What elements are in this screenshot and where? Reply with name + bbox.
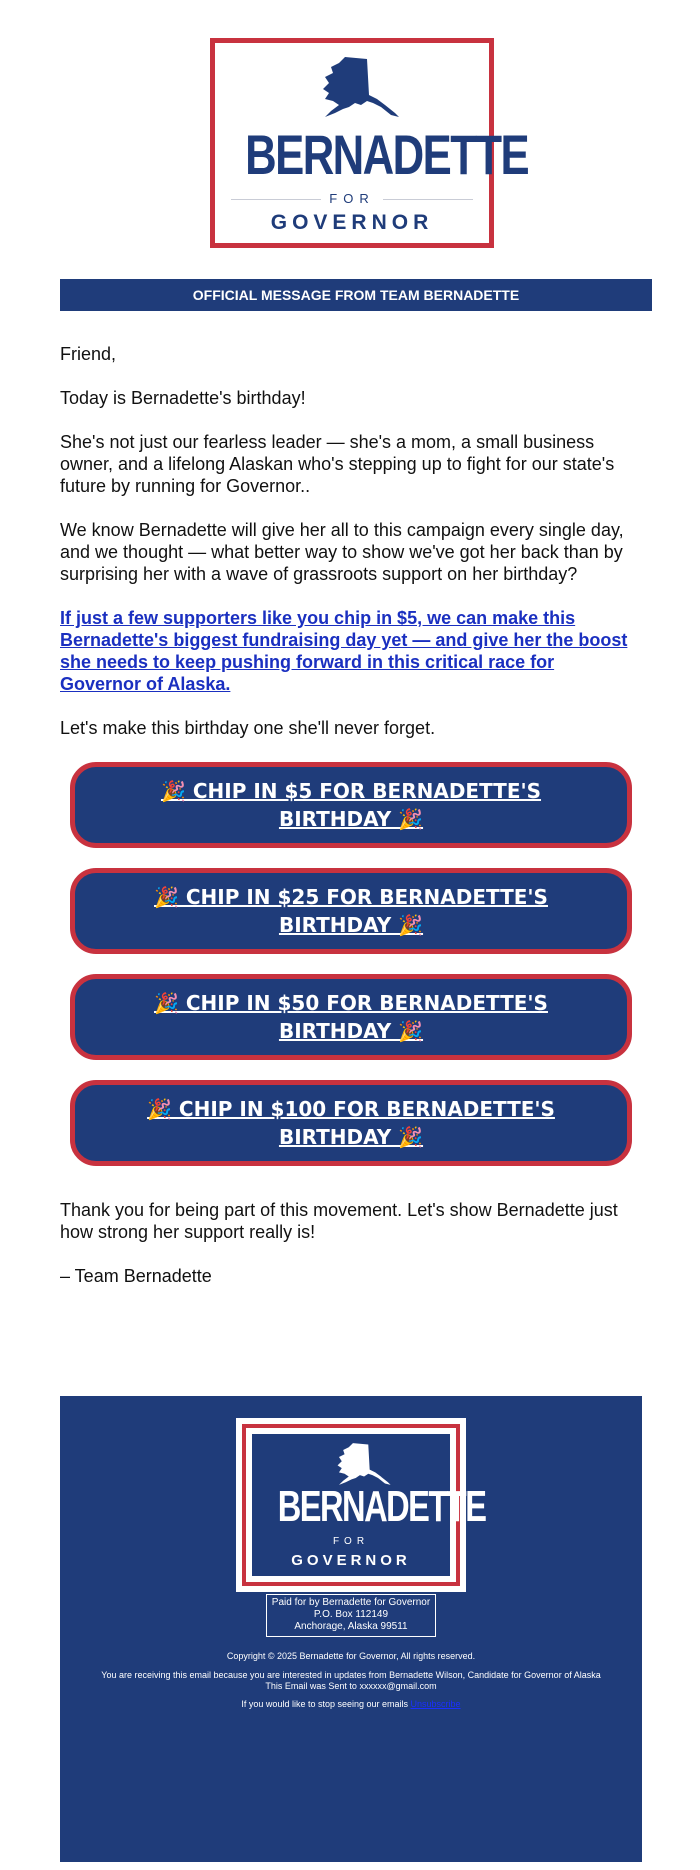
paragraph-never-forget: Let's make this birthday one she'll never forget. <box>60 718 436 738</box>
signoff: – Team Bernadette <box>60 1266 212 1286</box>
sent-to: This Email was Sent to xxxxxx@gmail.com <box>265 1681 437 1691</box>
alaska-map-icon <box>332 1440 392 1488</box>
unsubscribe-link[interactable]: Unsubscribe <box>410 1699 461 1709</box>
chip-in-5-button[interactable]: 🎉 CHIP IN $5 FOR BERNADETTE'S BIRTHDAY 🎉 <box>70 762 632 848</box>
campaign-logo <box>210 38 529 248</box>
donate-text-link[interactable]: If just a few supporters like you chip in $5, we can make this Bernadette's biggest fundraising day yet — and give her the boost she needs to keep pushing forward in this critical race for Governor of Alaska. <box>60 608 628 694</box>
copyright: Copyright © 2025 Bernadette for Governor, All rights reserved. <box>226 1651 476 1661</box>
logo-for: FOR <box>215 191 489 206</box>
paid-for-by-line: Paid for by Bernadette for Governor <box>271 1597 431 1608</box>
chip-in-50-button[interactable]: 🎉 CHIP IN $50 FOR BERNADETTE'S BIRTHDAY 🎉 <box>70 974 632 1060</box>
official-message-banner: OFFICIAL MESSAGE FROM TEAM BERNADETTE <box>60 279 652 311</box>
footer-logo-name: BERNADETTE <box>277 1482 486 1531</box>
alaska-map-icon <box>315 55 401 119</box>
unsubscribe-line <box>60 1699 642 1710</box>
chip-in-100-button[interactable]: 🎉 CHIP IN $100 FOR BERNADETTE'S BIRTHDAY 🎉 <box>70 1080 632 1166</box>
paid-for-by-box <box>266 1594 436 1637</box>
paragraph-leader: She's not just our fearless leader — she's a mom, a small business owner, and a lifelong Alaskan who's stepping up to fight for our state's future by running for Governor.. <box>60 432 615 496</box>
footer-logo-office: GOVERNOR <box>291 1552 411 1569</box>
paragraph-campaign: We know Bernadette will give her all to this campaign every single day, and we thought — what better way to show we've got her back than by surprising her with a wave of grassroots support on her birthday? <box>60 520 624 584</box>
greeting: Friend, <box>60 344 117 364</box>
email-footer <box>60 1396 642 1862</box>
footer-logo-for: FOR <box>332 1536 370 1547</box>
paragraph-birthday: Today is Bernadette's birthday! <box>60 388 306 408</box>
po-box-line: P.O. Box 112149 <box>313 1609 389 1620</box>
chip-in-25-button[interactable]: 🎉 CHIP IN $25 FOR BERNADETTE'S BIRTHDAY 🎉 <box>70 868 632 954</box>
footer-logo <box>236 1418 486 1592</box>
logo-name: BERNADETTE <box>245 123 529 186</box>
unsubscribe-prefix: If you would like to stop seeing our emails <box>241 1699 409 1709</box>
receiving-reason: You are receiving this email because you are interested in updates from Bernadette Wilson, Candidate for Governor of Alaska <box>101 1670 601 1680</box>
city-line: Anchorage, Alaska 99511 <box>294 1621 408 1632</box>
paragraph-thank-you: Thank you for being part of this movement. Let's show Bernadette just how strong her support really is! <box>60 1200 618 1242</box>
logo-office: GOVERNOR <box>270 211 434 234</box>
